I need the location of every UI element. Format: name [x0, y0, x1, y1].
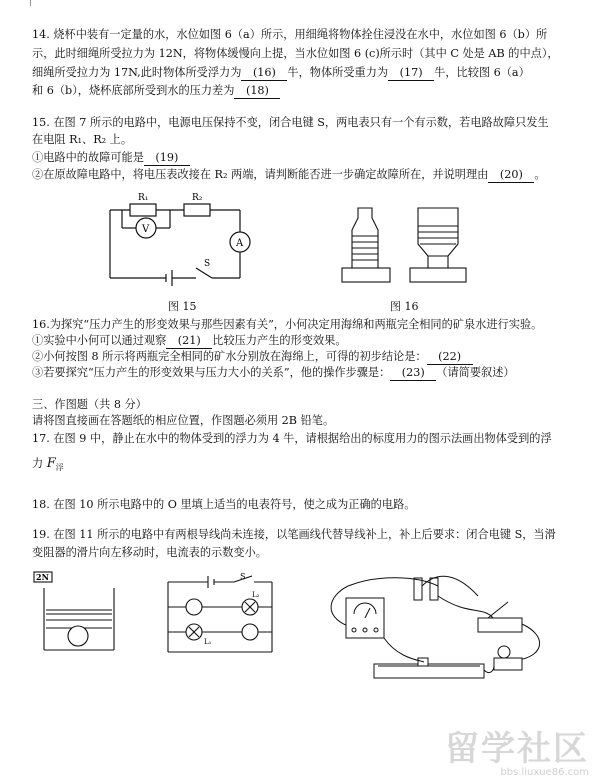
- force-symbol: F: [46, 456, 56, 471]
- switch-lever: [488, 602, 508, 618]
- blank-19[interactable]: (19): [144, 151, 190, 166]
- figure-15-caption: 图 15: [168, 300, 197, 313]
- q18-line1: 18. 在图 10 所示电路中的 O 里填上适当的电表符号，使之成为正确的电路。: [32, 498, 416, 511]
- q19-line2: 变阻器的滑片向左移动时，电流表的示数变小。: [32, 546, 267, 559]
- figure-11-apparatus: [318, 566, 568, 696]
- q15-line3-text: ①电路中的故障可能是: [32, 151, 144, 164]
- q17-line2: [32, 457, 585, 475]
- section-3-title: 三、作图题（共 8 分）: [32, 398, 147, 411]
- meter-slot-1[interactable]: [186, 599, 202, 615]
- q16-line4-text: ③若要探究“压力产生的形变效果与压力大小的关系”，他的操作步骤是：: [32, 366, 391, 379]
- q16-line1: 16.为探究“压力产生的形变效果与那些因素有关”，小何决定用海绵和两瓶完全相同的矿泉水进行实验。: [32, 318, 543, 331]
- q14-line4: [32, 84, 585, 99]
- blank-22[interactable]: (22): [427, 350, 473, 365]
- watermark: [445, 731, 589, 778]
- sponge-right: [410, 268, 466, 282]
- q16-line4-end: （请简要叙述）: [436, 366, 515, 379]
- q15-line4-text: ②在原故障电路中，将电压表改接在 R₂ 两端，请判断能否进一步确定故障所在，并说明理由: [32, 168, 489, 181]
- q16-line3-text: ②小何按图 8 所示将两瓶完全相同的矿水分别放在海绵上，可得的初步结论是：: [32, 350, 427, 363]
- meter-slot-2[interactable]: [242, 624, 258, 640]
- resistor-r2: [184, 204, 210, 216]
- bottle-upright: [352, 208, 378, 268]
- battery-cell-2: [430, 578, 438, 600]
- bulb: [498, 646, 510, 658]
- q14-line4-text: 和 6（b），烧杯底部所受到水的压力差为: [32, 84, 235, 97]
- resistor-r1: [130, 204, 156, 216]
- watermark-main: 留学社区: [445, 729, 589, 769]
- q15-line2: 在电阻 R₁、R₂ 上。: [32, 133, 133, 146]
- page-edge-mark: [30, 0, 31, 6]
- q14-line3: [32, 66, 585, 81]
- submerged-object: [68, 626, 88, 646]
- blank-20[interactable]: (20): [488, 168, 534, 183]
- blank-23[interactable]: (23): [390, 366, 436, 381]
- figure-16-bottles: [340, 200, 470, 290]
- q15-line1: 15. 在图 7 所示的电路中，电源电压保持不变，闭合电键 S，两电表只有一个有示数，若电路故障只发生: [32, 116, 549, 129]
- label-s-10: S: [240, 572, 246, 581]
- blank-21[interactable]: (21): [166, 334, 212, 349]
- scale-label: 2N: [36, 572, 49, 582]
- q14-line2: 示，此时细绳所受拉力为 12N，将物体缓慢向上提，当水位如图 6 (c)所示时（其中 C 处是 AB 的中点），: [32, 47, 559, 60]
- q17-line1: 17. 在图 9 中，静止在水中的物体受到的浮力为 4 牛，请根据给出的标度用力的图示法画出物体受到的浮: [32, 432, 552, 445]
- figure-9-beaker: [30, 570, 130, 660]
- q14-line3-text-c: 牛，比较图 6（a）: [434, 66, 530, 79]
- q14-line3-text-a: 细绳所受拉力为 17N,此时物体所受浮力为: [32, 66, 242, 79]
- q16-line2-text-a: ①实验中小何可以通过观察: [32, 334, 167, 347]
- figure-15-circuit: [100, 190, 260, 290]
- q14-line3-text-b: 牛，物体所受重力为: [287, 66, 389, 79]
- figure-16-caption: 图 16: [390, 300, 419, 313]
- label-l2: L₂: [252, 591, 260, 599]
- q15-line3: [32, 151, 585, 166]
- blank-17[interactable]: (17): [388, 66, 434, 81]
- blank-18[interactable]: (18): [234, 84, 280, 99]
- force-subscript: 浮: [55, 463, 64, 473]
- q16-line3: [32, 350, 585, 365]
- watermark-url: bbs.liuxue86.com: [500, 767, 589, 778]
- label-v: V: [142, 224, 150, 235]
- label-s: S: [204, 259, 211, 269]
- q16-line2-text-b: 比较压力产生的形变效果。: [212, 334, 347, 347]
- q15-line4: [32, 168, 585, 183]
- blank-16[interactable]: (16): [241, 66, 287, 81]
- q14-line1: 14. 烧杯中装有一定量的水，水位如图 6（a）所示，用细绳将物体拴住浸没在水中，水位如图 6（b）所: [32, 28, 548, 41]
- label-l1: L₁: [204, 638, 212, 646]
- switch-base: [478, 618, 522, 632]
- section-3-note: 请将图直接画在答题纸的相应位置，作图题必须用 2B 铅笔。: [32, 414, 335, 427]
- label-r1: R₁: [138, 193, 149, 203]
- bulb-holder: [494, 658, 522, 670]
- switch-s: [196, 268, 212, 278]
- q16-line2: [32, 334, 585, 349]
- q19-line1: 19. 在图 11 所示的电路中有两根导线尚未连接，以笔画线代替导线补上，补上后要求：闭合电键 S，当滑: [32, 528, 556, 541]
- q17-line2-text: 力: [32, 457, 44, 470]
- figure-10-circuit: [160, 572, 280, 658]
- label-r2: R₂: [192, 193, 203, 203]
- q15-line4-end: 。: [534, 168, 546, 181]
- q16-line4: [32, 366, 585, 381]
- battery-cell-1: [414, 578, 422, 600]
- label-a: A: [236, 238, 244, 249]
- sponge-left: [342, 268, 390, 282]
